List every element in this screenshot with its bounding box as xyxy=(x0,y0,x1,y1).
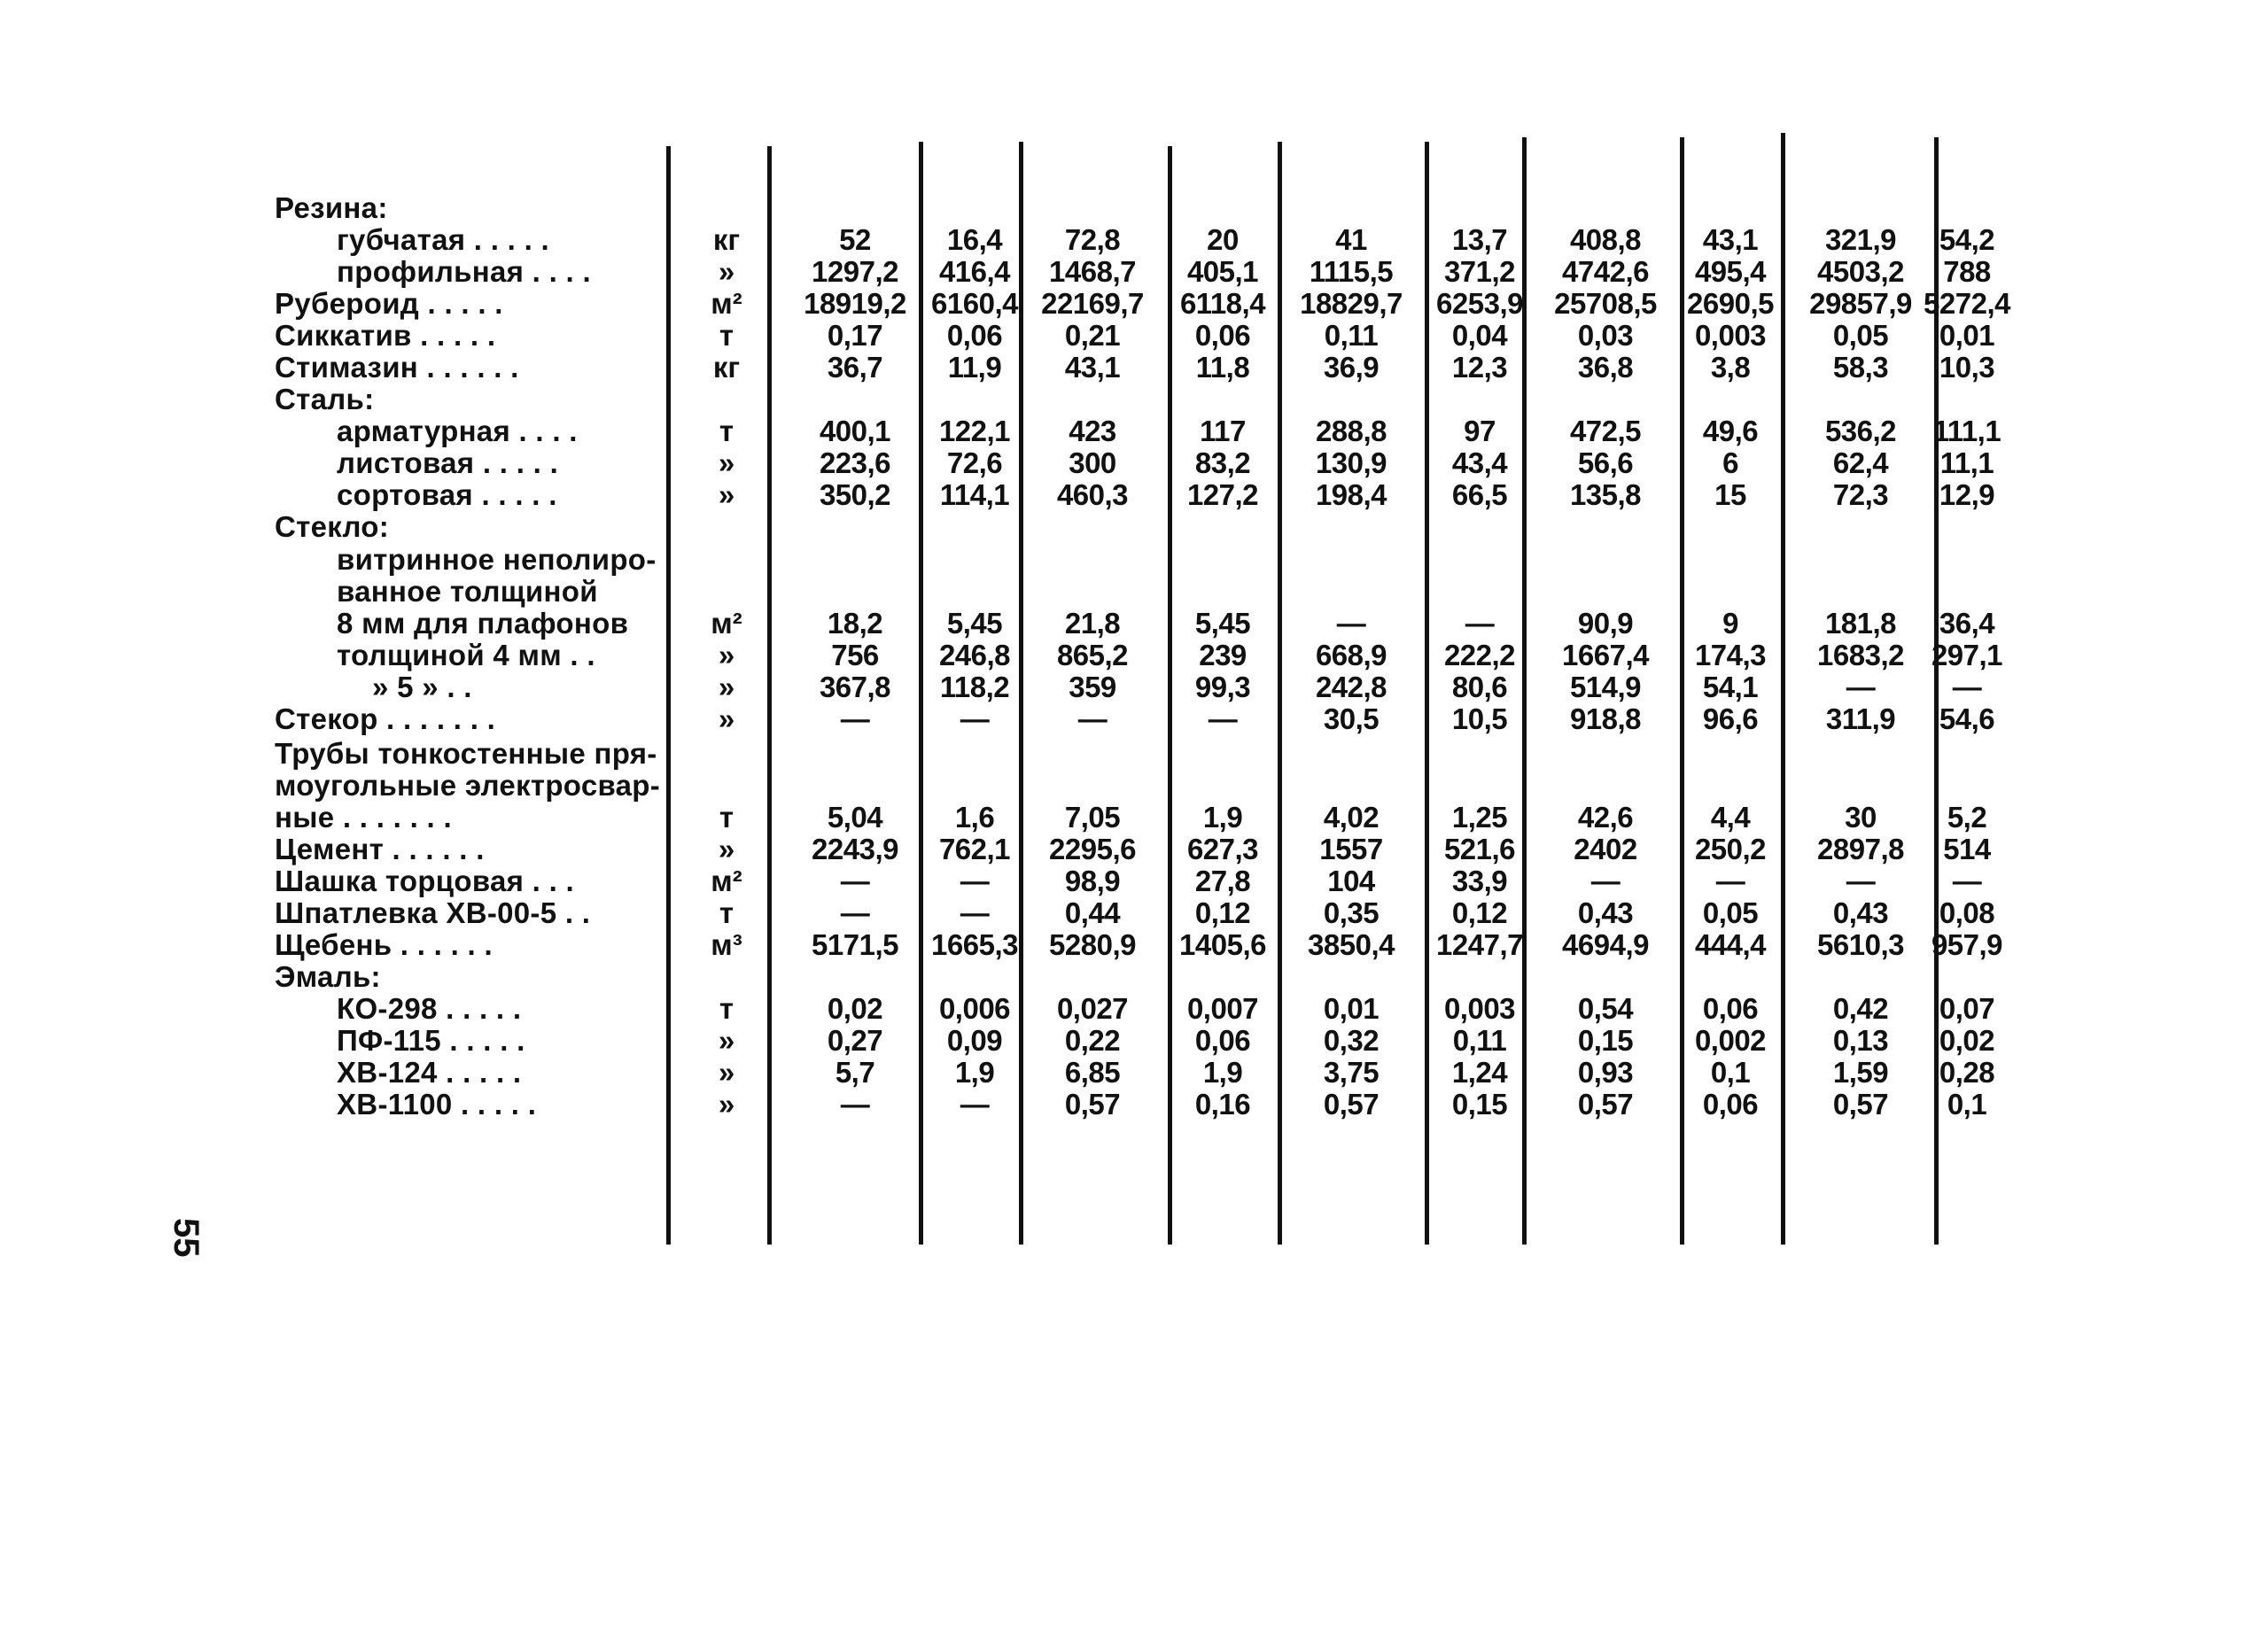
table-cell: — xyxy=(1077,702,1108,735)
table-cell: 0,02 xyxy=(1939,1024,1995,1057)
table-cell: 0,027 xyxy=(1056,992,1129,1025)
table-cell: 2295,6 xyxy=(1049,833,1136,865)
table-cell: 0,57 xyxy=(1064,1088,1121,1121)
table-cell: 0,08 xyxy=(1939,896,1995,929)
table-cell: 297,1 xyxy=(1931,639,2003,671)
unit-cell: кг xyxy=(712,223,741,256)
table-cell: 174,3 xyxy=(1694,639,1767,671)
table-cell: — xyxy=(1846,865,1876,897)
unit-cell: » xyxy=(718,1088,735,1121)
table-cell: 12,3 xyxy=(1451,351,1508,384)
table-cell: 29857,9 xyxy=(1809,287,1912,320)
table-cell: 311,9 xyxy=(1825,702,1896,735)
row-label: 8 мм для плафонов xyxy=(337,607,629,640)
table-cell: 0,1 xyxy=(1710,1056,1751,1089)
table-cell: 11,8 xyxy=(1195,351,1250,384)
table-cell: 1,59 xyxy=(1832,1056,1889,1089)
row-label: ПФ-115 . . . . . xyxy=(337,1024,525,1057)
table-cell: 181,8 xyxy=(1824,607,1897,640)
table-cell: 10,3 xyxy=(1939,351,1995,384)
table-cell: 0,003 xyxy=(1443,992,1516,1025)
unit-cell: м² xyxy=(711,607,742,640)
table-cell: 400,1 xyxy=(819,415,891,447)
table-cell: 0,35 xyxy=(1323,896,1380,929)
table-cell: 0,09 xyxy=(946,1024,1003,1057)
table-cell: 0,002 xyxy=(1694,1024,1767,1057)
table-cell: 198,4 xyxy=(1315,478,1387,511)
table-cell: 0,42 xyxy=(1832,992,1889,1025)
table-cell: 10,5 xyxy=(1451,702,1508,735)
table-cell: 4742,6 xyxy=(1562,255,1649,288)
table-cell: 11,9 xyxy=(947,351,1002,384)
table-cell: 36,9 xyxy=(1323,351,1380,384)
table-cell: 0,32 xyxy=(1323,1024,1380,1057)
table-cell: 36,7 xyxy=(827,351,883,384)
table-cell: 7,05 xyxy=(1064,801,1121,834)
table-cell: 1665,3 xyxy=(931,928,1018,961)
table-cell: 3,8 xyxy=(1710,351,1751,384)
table-cell: 18919,2 xyxy=(804,287,906,320)
row-label: Стимазин . . . . . . xyxy=(275,351,519,384)
unit-cell: т xyxy=(719,992,734,1025)
row-label: Сталь: xyxy=(275,383,375,415)
table-cell: 4,02 xyxy=(1323,801,1380,834)
table-cell: 104 xyxy=(1327,865,1375,897)
unit-cell: т xyxy=(719,896,734,929)
table-cell: 43,4 xyxy=(1451,446,1508,479)
unit-cell: » xyxy=(718,1056,735,1089)
table-cell: 5,2 xyxy=(1947,801,1987,834)
unit-cell: т xyxy=(719,801,734,834)
row-label: арматурная . . . . xyxy=(337,415,578,447)
table-cell: 42,6 xyxy=(1577,801,1634,834)
table-cell: 96,6 xyxy=(1702,702,1759,735)
unit-cell: кг xyxy=(712,351,741,384)
table-cell: 350,2 xyxy=(819,478,891,511)
table-cell: 1,9 xyxy=(1202,1056,1243,1089)
table-cell: 97 xyxy=(1464,415,1496,447)
table-cell: 72,8 xyxy=(1064,223,1121,256)
table-cell: 0,28 xyxy=(1939,1056,1995,1089)
unit-cell: м² xyxy=(711,865,742,897)
table-cell: 0,04 xyxy=(1451,319,1508,352)
table-cell: 21,8 xyxy=(1064,607,1121,640)
table-cell: 54,2 xyxy=(1939,223,1995,256)
unit-cell: » xyxy=(718,255,735,288)
table-cell: — xyxy=(1336,607,1366,640)
unit-cell: » xyxy=(718,446,735,479)
table-cell: 99,3 xyxy=(1194,671,1251,703)
table-cell: 536,2 xyxy=(1824,415,1897,447)
table-cell: 0,006 xyxy=(938,992,1011,1025)
table-cell: 111,1 xyxy=(1932,415,2001,447)
table-cell: 2690,5 xyxy=(1687,287,1774,320)
row-label: сортовая . . . . . xyxy=(337,478,557,511)
table-cell: 444,4 xyxy=(1694,928,1767,961)
table-cell: 0,57 xyxy=(1323,1088,1380,1121)
table-cell: 98,9 xyxy=(1064,865,1121,897)
table-cell: 788 xyxy=(1943,255,1991,288)
table-cell: 521,6 xyxy=(1443,833,1516,865)
table-cell: 1405,6 xyxy=(1179,928,1266,961)
table-cell: 1557 xyxy=(1319,833,1383,865)
table-cell: 0,06 xyxy=(1702,992,1759,1025)
table-cell: 9 xyxy=(1722,607,1738,640)
table-cell: 0,03 xyxy=(1577,319,1634,352)
table-cell: 66,5 xyxy=(1451,478,1508,511)
table-cell: 52 xyxy=(839,223,871,256)
table-cell: 957,9 xyxy=(1931,928,2003,961)
table-cell: 127,2 xyxy=(1186,478,1259,511)
table-cell: 11,1 xyxy=(1939,446,1994,479)
table-cell: 122,1 xyxy=(938,415,1011,447)
table-cell: 0,57 xyxy=(1832,1088,1889,1121)
table-cell: 114,1 xyxy=(939,478,1010,511)
row-label: Щебень . . . . . . xyxy=(275,928,493,961)
table-cell: 405,1 xyxy=(1186,255,1259,288)
table-cell: — xyxy=(840,702,870,735)
table-cell: 0,06 xyxy=(1702,1088,1759,1121)
row-label: КО-298 . . . . . xyxy=(337,992,522,1025)
table-cell: 627,3 xyxy=(1186,833,1259,865)
row-label: Стекло: xyxy=(275,510,390,543)
table-cell: 36,8 xyxy=(1577,351,1634,384)
table-cell: — xyxy=(1846,671,1876,703)
table-cell: 30 xyxy=(1845,801,1877,834)
table-cell: 33,9 xyxy=(1451,865,1508,897)
table-cell: — xyxy=(1952,865,1982,897)
table-cell: 4694,9 xyxy=(1562,928,1649,961)
column-rule xyxy=(767,146,772,1245)
table-cell: — xyxy=(840,865,870,897)
table-cell: 321,9 xyxy=(1824,223,1897,256)
table-cell: 756 xyxy=(831,639,879,671)
row-label: Трубы тонкостенные пря- xyxy=(275,737,657,770)
row-label: Резина: xyxy=(275,191,388,224)
table-cell: 130,9 xyxy=(1315,446,1387,479)
table-cell: 1,9 xyxy=(1202,801,1243,834)
table-cell: 668,9 xyxy=(1315,639,1387,671)
table-cell: 25708,5 xyxy=(1554,287,1657,320)
table-cell: 56,6 xyxy=(1577,446,1634,479)
table-cell: 0,43 xyxy=(1832,896,1889,929)
unit-cell: т xyxy=(719,319,734,352)
table-cell: 27,8 xyxy=(1194,865,1251,897)
table-cell: — xyxy=(960,865,990,897)
table-cell: 0,27 xyxy=(827,1024,883,1057)
row-label: Шашка торцовая . . . xyxy=(275,865,575,897)
table-cell: 0,05 xyxy=(1832,319,1889,352)
table-cell: 54,1 xyxy=(1702,671,1759,703)
unit-cell: » xyxy=(718,833,735,865)
row-label: Эмаль: xyxy=(275,960,381,993)
table-cell: 18,2 xyxy=(827,607,883,640)
table-cell: 246,8 xyxy=(938,639,1011,671)
table-cell: 408,8 xyxy=(1569,223,1642,256)
table-cell: 0,06 xyxy=(1194,319,1251,352)
table-cell: 41 xyxy=(1335,223,1367,256)
row-label: листовая . . . . . xyxy=(337,446,559,479)
table-cell: 135,8 xyxy=(1569,478,1642,511)
table-cell: 1,9 xyxy=(954,1056,995,1089)
table-cell: 0,07 xyxy=(1939,992,1995,1025)
table-cell: 222,2 xyxy=(1443,639,1516,671)
table-cell: 36,4 xyxy=(1939,607,1995,640)
table-cell: — xyxy=(1208,702,1238,735)
table-cell: 49,6 xyxy=(1702,415,1759,447)
row-label: Шпатлевка ХВ-00-5 . . xyxy=(275,896,591,929)
table-cell: 514,9 xyxy=(1569,671,1642,703)
table-cell: 13,7 xyxy=(1451,223,1508,256)
table-cell: 2402 xyxy=(1574,833,1637,865)
table-cell: 1297,2 xyxy=(812,255,898,288)
table-cell: 4503,2 xyxy=(1817,255,1904,288)
table-cell: 0,06 xyxy=(946,319,1003,352)
row-label: Сиккатив . . . . . xyxy=(275,319,496,352)
table-cell: 300 xyxy=(1069,446,1116,479)
table-cell: 72,3 xyxy=(1832,478,1889,511)
table-cell: 0,01 xyxy=(1323,992,1380,1025)
table-cell: 118,2 xyxy=(939,671,1010,703)
table-cell: 2897,8 xyxy=(1817,833,1904,865)
table-cell: 288,8 xyxy=(1315,415,1387,447)
page-number: 55 xyxy=(167,1218,206,1258)
table-cell: 72,6 xyxy=(946,446,1003,479)
row-label: ХВ-124 . . . . . xyxy=(337,1056,522,1089)
table-cell: 371,2 xyxy=(1443,255,1516,288)
table-cell: 416,4 xyxy=(938,255,1011,288)
table-cell: 1468,7 xyxy=(1049,255,1136,288)
row-label: профильная . . . . xyxy=(337,255,591,288)
table-cell: 80,6 xyxy=(1451,671,1508,703)
table-cell: 5171,5 xyxy=(812,928,898,961)
table-cell: 83,2 xyxy=(1194,446,1251,479)
table-cell: 0,06 xyxy=(1194,1024,1251,1057)
row-label: ные . . . . . . . xyxy=(275,801,452,834)
table-cell: 30,5 xyxy=(1323,702,1380,735)
table-cell: 117 xyxy=(1200,415,1246,447)
table-cell: 15 xyxy=(1714,478,1746,511)
table-cell: 0,15 xyxy=(1451,1088,1508,1121)
table-cell: 1,25 xyxy=(1451,801,1508,834)
table-cell: 0,12 xyxy=(1194,896,1251,929)
unit-cell: м² xyxy=(711,287,742,320)
table-cell: 5,45 xyxy=(946,607,1003,640)
table-cell: 20 xyxy=(1207,223,1239,256)
unit-cell: м³ xyxy=(711,928,742,961)
table-cell: 0,13 xyxy=(1832,1024,1889,1057)
table-cell: 1115,5 xyxy=(1309,255,1394,288)
row-label: Цемент . . . . . . xyxy=(275,833,485,865)
table-cell: 6160,4 xyxy=(931,287,1018,320)
table-cell: — xyxy=(960,1088,990,1121)
table-cell: 12,9 xyxy=(1939,478,1995,511)
table-cell: 6,85 xyxy=(1064,1056,1121,1089)
table-cell: 367,8 xyxy=(819,671,891,703)
table-cell: 0,15 xyxy=(1577,1024,1634,1057)
table-cell: 5280,9 xyxy=(1049,928,1136,961)
table-cell: 1667,4 xyxy=(1562,639,1649,671)
table-cell: 239 xyxy=(1199,639,1247,671)
table-cell: 0,43 xyxy=(1577,896,1634,929)
table-cell: 0,21 xyxy=(1064,319,1121,352)
table-cell: 54,6 xyxy=(1939,702,1995,735)
row-label: Стекор . . . . . . . xyxy=(275,702,496,735)
table-cell: 0,02 xyxy=(827,992,883,1025)
table-cell: 6118,4 xyxy=(1179,287,1266,320)
table-cell: 762,1 xyxy=(938,833,1011,865)
unit-cell: » xyxy=(718,478,735,511)
table-cell: 16,4 xyxy=(946,223,1003,256)
table-cell: 43,1 xyxy=(1702,223,1759,256)
table-cell: 0,54 xyxy=(1577,992,1634,1025)
row-label: губчатая . . . . . xyxy=(337,223,550,256)
table-cell: 918,8 xyxy=(1569,702,1642,735)
table-cell: 90,9 xyxy=(1577,607,1634,640)
row-label: моугольные электросвар- xyxy=(275,769,661,802)
table-cell: 0,57 xyxy=(1577,1088,1634,1121)
table-cell: 1247,7 xyxy=(1436,928,1523,961)
table-cell: 0,44 xyxy=(1064,896,1121,929)
row-label: ванное толщиной xyxy=(337,575,598,608)
table-cell: 0,93 xyxy=(1577,1056,1634,1089)
table-cell: 1,24 xyxy=(1451,1056,1508,1089)
table-cell: — xyxy=(1590,865,1621,897)
table-cell: 242,8 xyxy=(1315,671,1387,703)
table-cell: — xyxy=(1715,865,1745,897)
table-cell: 0,22 xyxy=(1064,1024,1121,1057)
unit-cell: » xyxy=(718,702,735,735)
table-cell: 0,11 xyxy=(1452,1024,1507,1057)
unit-cell: » xyxy=(718,1024,735,1057)
table-cell: 58,3 xyxy=(1832,351,1889,384)
table-cell: 1683,2 xyxy=(1817,639,1904,671)
table-cell: 43,1 xyxy=(1064,351,1121,384)
table-cell: 0,11 xyxy=(1324,319,1379,352)
table-cell: 250,2 xyxy=(1694,833,1767,865)
table-cell: 472,5 xyxy=(1569,415,1642,447)
table-cell: 223,6 xyxy=(819,446,891,479)
table-cell: 0,12 xyxy=(1451,896,1508,929)
unit-cell: т xyxy=(719,415,734,447)
table-cell: 18829,7 xyxy=(1300,287,1403,320)
table-cell: 3,75 xyxy=(1323,1056,1380,1089)
table-cell: 865,2 xyxy=(1056,639,1129,671)
table-cell: — xyxy=(1465,607,1495,640)
table-cell: 0,17 xyxy=(827,319,883,352)
table-cell: 5,7 xyxy=(835,1056,875,1089)
table-cell: 359 xyxy=(1069,671,1116,703)
table-cell: — xyxy=(960,896,990,929)
table-cell: 6 xyxy=(1722,446,1738,479)
table-cell: 3850,4 xyxy=(1308,928,1395,961)
row-label: » 5 » . . xyxy=(372,671,472,703)
table-cell: 5,45 xyxy=(1194,607,1251,640)
table-cell: 22169,7 xyxy=(1041,287,1144,320)
column-rule xyxy=(666,146,671,1245)
table-cell: — xyxy=(1952,671,1982,703)
table-cell: 5610,3 xyxy=(1817,928,1904,961)
row-label: витринное неполиро- xyxy=(337,543,657,576)
table-cell: 514 xyxy=(1943,833,1991,865)
table-cell: 1,6 xyxy=(954,801,995,834)
table-cell: 0,01 xyxy=(1939,319,1995,352)
unit-cell: » xyxy=(718,639,735,671)
table-cell: 423 xyxy=(1069,415,1116,447)
table-cell: 6253,9 xyxy=(1436,287,1523,320)
table-cell: 5272,4 xyxy=(1924,287,2010,320)
table-cell: — xyxy=(840,1088,870,1121)
table-cell: 2243,9 xyxy=(812,833,898,865)
unit-cell: » xyxy=(718,671,735,703)
table-cell: 62,4 xyxy=(1832,446,1889,479)
table-cell: — xyxy=(840,896,870,929)
table-cell: 0,05 xyxy=(1702,896,1759,929)
table-cell: 0,1 xyxy=(1947,1088,1987,1121)
table-cell: 460,3 xyxy=(1056,478,1129,511)
row-label: ХВ-1100 . . . . . xyxy=(337,1088,537,1121)
table-cell: 0,003 xyxy=(1694,319,1767,352)
row-label: толщиной 4 мм . . xyxy=(337,639,595,671)
table-cell: 0,007 xyxy=(1186,992,1259,1025)
table-cell: — xyxy=(960,702,990,735)
table-cell: 4,4 xyxy=(1710,801,1751,834)
table-cell: 5,04 xyxy=(827,801,883,834)
row-label: Рубероид . . . . . xyxy=(275,287,503,320)
table-cell: 495,4 xyxy=(1694,255,1767,288)
table-cell: 0,16 xyxy=(1194,1088,1251,1121)
